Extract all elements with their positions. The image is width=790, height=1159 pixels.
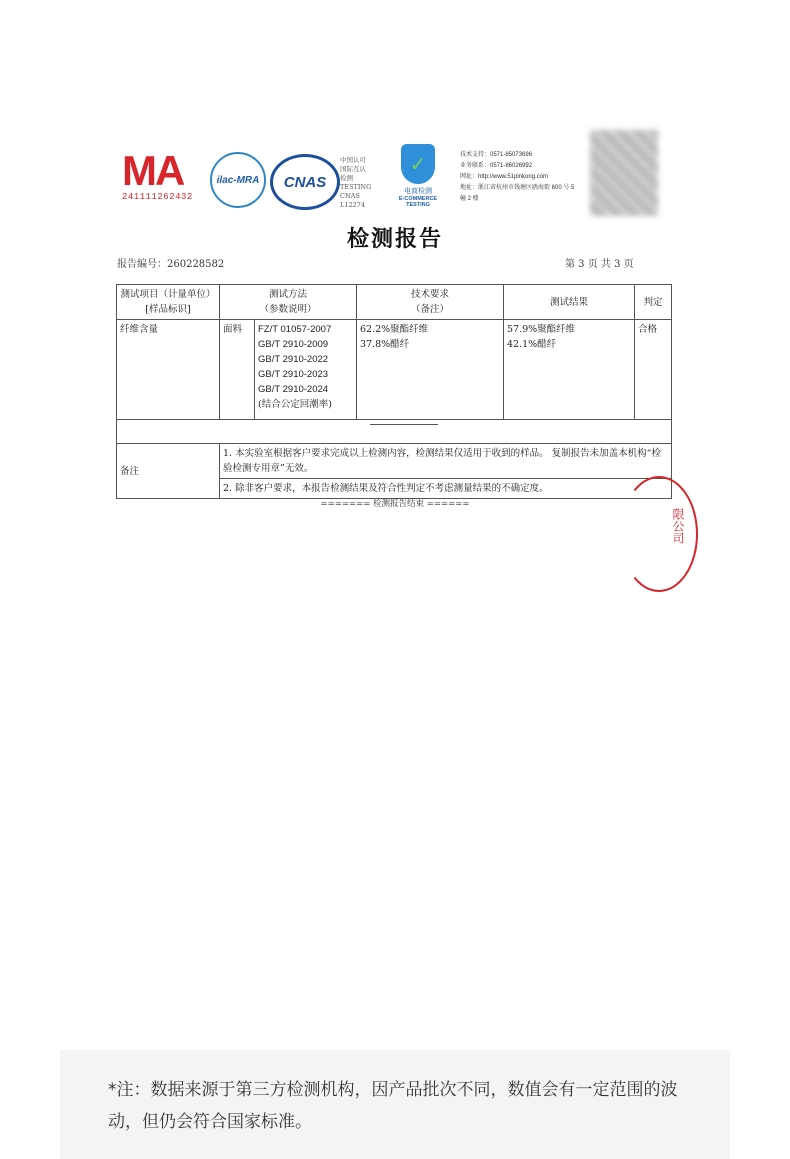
ilac-text: ilac-MRA bbox=[216, 174, 260, 186]
result-line: 57.9%聚酯纤维 bbox=[507, 324, 576, 335]
header-result: 测试结果 bbox=[504, 285, 635, 320]
report-end-marker: ======= 检测报告结束 ====== bbox=[320, 499, 470, 509]
remarks-row bbox=[117, 444, 672, 499]
header-judge: 判定 bbox=[635, 285, 672, 320]
cnas-text: CNAS bbox=[283, 173, 327, 191]
table-header-row bbox=[117, 285, 672, 320]
row-part: 面料 bbox=[220, 320, 255, 420]
header-req-sub: （备注） bbox=[410, 304, 449, 315]
cnas-caption-line: 检测 bbox=[340, 174, 353, 182]
page-info: 第 3 页 共 3 页 bbox=[565, 259, 634, 270]
certification-logos bbox=[120, 130, 680, 220]
ecom-en-label: E-COMMERCE TESTING bbox=[398, 196, 438, 208]
header-item-sub: [样品标识] bbox=[145, 304, 191, 315]
row-requirements bbox=[357, 320, 504, 420]
header-method bbox=[220, 285, 357, 320]
report-number: 报告编号：260228582 bbox=[117, 259, 225, 270]
cnas-logo bbox=[270, 154, 340, 210]
blurred-qr-code bbox=[590, 130, 658, 216]
cnas-caption-line: TESTING bbox=[340, 183, 372, 191]
remark-line: 1. 本实验室根据客户要求完成以上检测内容，检测结果仅适用于收到的样品。 复制报告未加盖本机构“检验检测专用章”无效。 bbox=[220, 444, 671, 479]
contact-line: 地址：浙江省杭州市钱塘区鸥海街 600 号 5 bbox=[460, 185, 575, 191]
report-title: 检测报告 bbox=[346, 226, 443, 252]
header-requirement bbox=[357, 285, 504, 320]
cnas-caption-line: 国际互认 bbox=[340, 165, 366, 173]
shield-check-icon bbox=[401, 144, 435, 184]
method-line: GB/T 2910-2022 bbox=[258, 354, 329, 365]
ecommerce-testing-logo bbox=[388, 144, 448, 208]
cma-number: 241111262432 bbox=[122, 192, 193, 202]
contact-line: 业务联系：0571-86026992 bbox=[460, 163, 533, 169]
contact-line: 网址：http://www.51pinkong.com bbox=[460, 174, 549, 180]
requirement-line: 37.8%醋纤 bbox=[360, 339, 410, 350]
footnote-box bbox=[60, 1050, 730, 1159]
method-line: FZ/T 01057-2007 bbox=[258, 324, 332, 335]
seal-text: 限公司 bbox=[671, 508, 685, 544]
contact-line: 技术支持：0571-85073696 bbox=[460, 152, 533, 158]
divider-line bbox=[370, 424, 438, 425]
cnas-caption-line: 中国认可 bbox=[340, 156, 366, 164]
remarks-label: 备注 bbox=[117, 444, 220, 499]
header-method-sub: （参数说明） bbox=[259, 304, 317, 315]
ilac-logo bbox=[210, 152, 266, 208]
header-item-label: 测试项目（计量单位） bbox=[120, 289, 216, 300]
row-item: 纤维含量 bbox=[117, 320, 220, 420]
row-judge: 合格 bbox=[635, 320, 672, 420]
method-line: (结合公定回潮率) bbox=[258, 399, 332, 410]
result-line: 42.1%醋纤 bbox=[507, 339, 557, 350]
cma-logo bbox=[122, 147, 202, 202]
requirement-line: 62.2%聚酯纤维 bbox=[360, 324, 429, 335]
method-line: GB/T 2910-2009 bbox=[258, 339, 329, 350]
row-results bbox=[504, 320, 635, 420]
remarks-cell bbox=[220, 444, 672, 499]
row-methods bbox=[255, 320, 357, 420]
cnas-caption bbox=[340, 156, 380, 210]
contact-line: 幢 2 楼 bbox=[460, 196, 479, 202]
remark-line: 2. 除非客户要求，本报告检测结果及符合性判定不考虑测量结果的不确定度。 bbox=[223, 483, 549, 494]
cnas-caption-line: CNAS L12274 bbox=[340, 192, 365, 209]
header-req-label: 技术要求 bbox=[410, 289, 449, 300]
header-item bbox=[117, 285, 220, 320]
cma-mark: MA bbox=[122, 147, 184, 194]
method-line: GB/T 2910-2023 bbox=[258, 369, 329, 380]
footnote-text: *注：数据来源于第三方检测机构，因产品批次不同，数值会有一定范围的波动，但仍会符合国家标准。 bbox=[108, 1080, 678, 1132]
method-line: GB/T 2910-2024 bbox=[258, 384, 329, 395]
header-method-label: 测试方法 bbox=[268, 289, 307, 300]
test-results-table bbox=[116, 284, 672, 499]
red-seal-stamp bbox=[620, 476, 698, 592]
ecom-cn-label: 电商检测 bbox=[404, 187, 432, 195]
contact-info bbox=[460, 150, 590, 205]
table-row bbox=[117, 320, 672, 420]
